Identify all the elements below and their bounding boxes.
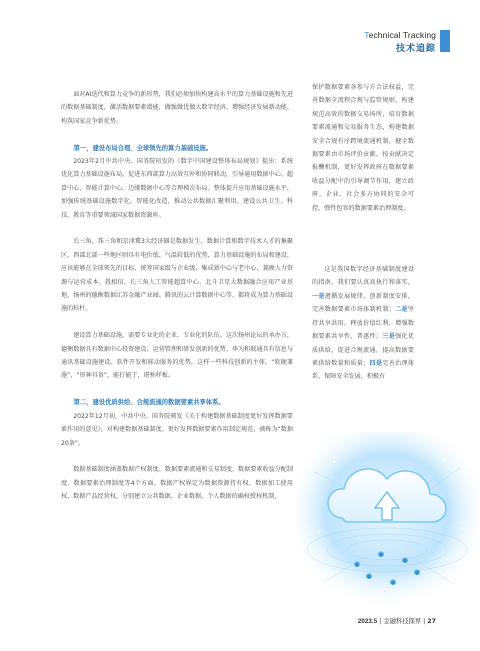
right-column bbox=[312, 81, 414, 384]
footer-separator: | bbox=[379, 618, 382, 625]
page-footer bbox=[358, 616, 436, 625]
page-number: 27 bbox=[427, 618, 436, 625]
section-heading: 第二，建设优质供给、合规流通的数据要素共享体系。 bbox=[73, 399, 225, 407]
header-accent-bar bbox=[440, 30, 450, 52]
paragraph: 面对AI迭代和算力竞争的新形势，我们必须加快构建高水平的算力基础设施和先进的数据基础制度，激活数据要素潜能，做强做优做大数字经济，增强经济发展新动能，构筑国家竞争新优势。 bbox=[61, 91, 293, 125]
section-header-en: Technical Tracking bbox=[364, 30, 436, 40]
highlight-text: 一是 bbox=[312, 292, 325, 300]
highlight-text: 三是 bbox=[382, 333, 396, 341]
issue-number: 2023.5 bbox=[357, 618, 378, 625]
cloud-data-upload-icon bbox=[294, 432, 480, 610]
highlight-text: 二是 bbox=[394, 306, 408, 314]
paragraph: 长三角、珠三角和京津冀3大经济圈是数据发生、数据计算和数字技术人才的集聚区，西部北部一些地区则具有电价低、气温较低的优势，算力基础设施的布局和建设，应该能够在全球领先的目标，统筹国家级与企业级，集成新中心与老中心，兼顾人力资源与运营成本。我相信，长三角人工智能超算中心、北斗卫星大数据融合应用产业基地、扬州的德衡数据江苏金融产业园、腾讯的云计算数据中心等，都将成为算力基础设施的标杆。 bbox=[61, 238, 293, 313]
paragraph: 2023年2月中共中央、国务院印发的《数字中国建设整体布局规划》提出：系统优化算力基础设施布局，促进东西部算力高效互补和协同联动，引导通用数据中心、超算中心、智能计算中心、边缘数据中心等合理梯次布局。整体提升应用基础设施水平，加强传统基础设施数字化、智能化改造，推动公共数据汇聚利用，建设公共卫生、科技、教育等重要领域国家数据资源库。 bbox=[61, 158, 293, 219]
paragraph: 数据基础制度涵盖数据产权制度、数据要素流通和交易制度、数据要素收益分配制度、数据要素治理制度等4个方面。数据产权界定为数据资源持有权、数据加工使用权、数据产品经营权，分别建立公共数据、企业数据、个人数据的确权授权机制， bbox=[61, 466, 293, 501]
paragraph: 这是我国数字经济基础制度建设的指南，我们要认真真执行和落实，一是遵循发展规律，创新制度安排，完善数据要素市场体制机制；二是坚持共享共用，释放价值红利，增强数据要素共享性、普惠性；三是强化优质供给，促进合规流通，提高数据要素供给数量和质量；四是完善治理体系，保障安全发展，积极有 bbox=[312, 266, 415, 381]
section-header-cn: 技术追踪 bbox=[395, 44, 436, 54]
highlight-text: 四是 bbox=[369, 359, 383, 367]
left-column bbox=[61, 88, 293, 504]
magazine-name: 金融科技探界 bbox=[383, 618, 422, 625]
paragraph: 2022年12月初，中共中央、国务院颁发《关于构建数据基础制度更好发挥数据要素作用的意见》，对构建数据基础制度、更好发挥数据要素作用制定规范，被称为“数据20条”。 bbox=[61, 412, 293, 447]
paragraph: 保护数据要素各参与方合法权益，完善数据全流程合规与监管规则，构建规范高效的数据交易场所，培育数据要素流通和交易服务生态，构建数据安全合规有序跨境流通机制，健全数据要素由市场评价贡献、按贡献决定报酬机制，更好发挥政府在数据要素收益分配中的引导调节作用，建立政府、企业、社会多方协同的安全可控、弹性包容的数据要素治理制度。 bbox=[312, 84, 414, 212]
footer-separator: | bbox=[423, 618, 426, 625]
section-header bbox=[364, 30, 436, 54]
paragraph: 建设算力基础设施，需要专业化的企业、专业化的队伍。这次扬州论坛的承办方，德衡数据具有数据中心投资建设、运营管理和研发创新的优势，华为和联通具有信息与通讯基础设施建设、软件开发和移动服务的优势，这样一些科技创新的主体，“软硬兼施”，“形神具备”，能打能干，堪称样板。 bbox=[61, 332, 293, 380]
section-heading: 第一，建设布局合理、全球领先的算力基础设施。 bbox=[73, 144, 213, 152]
